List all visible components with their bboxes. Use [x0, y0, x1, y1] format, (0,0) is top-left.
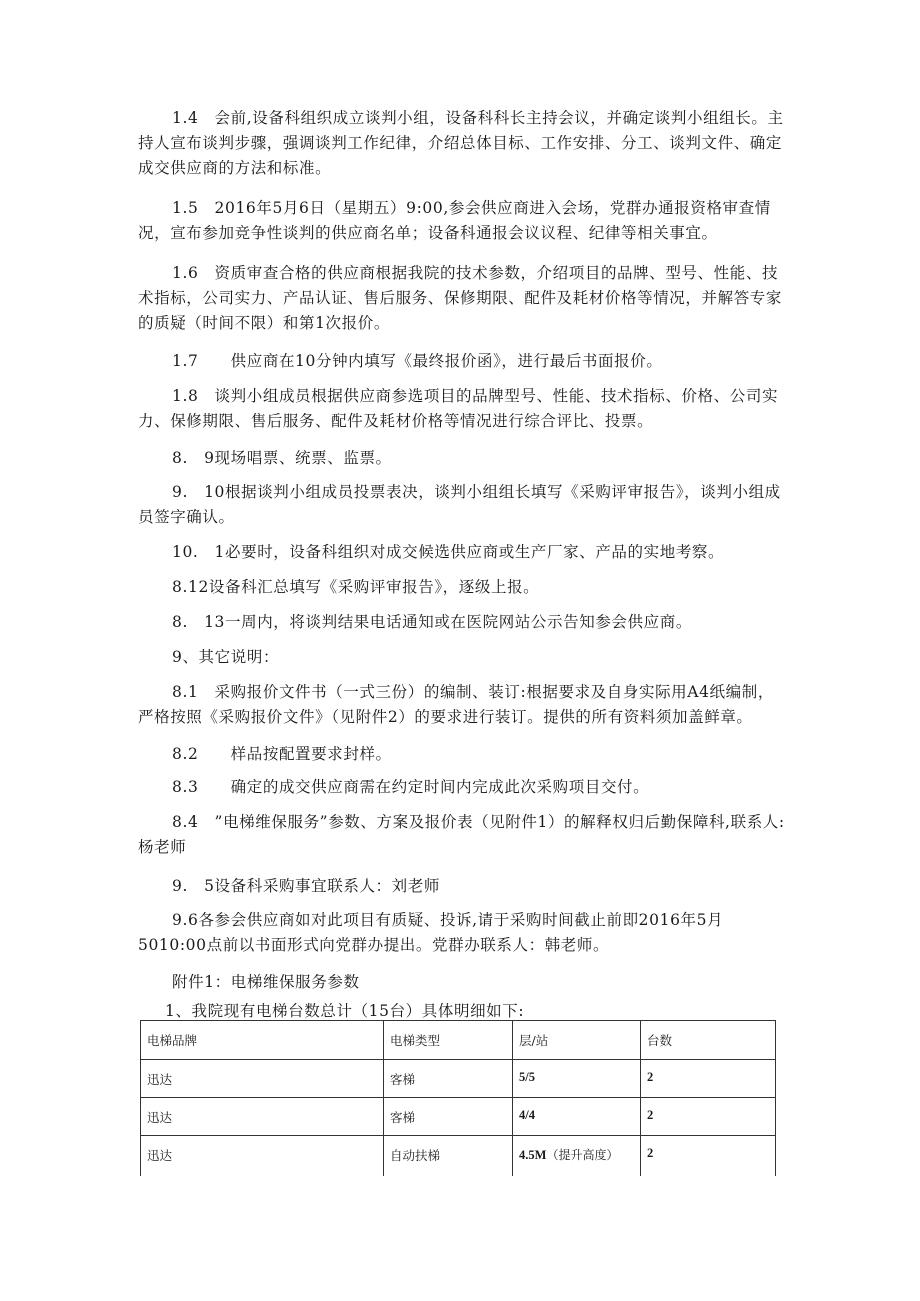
cell-floors: 5/5: [513, 1060, 641, 1098]
paragraph-8-1: 8.1 采购报价文件书（一式三份）的编制、装订:根据要求及自身实际用A4纸编制，严格按照《采购报价文件》（见附件2）的要求进行装订。提供的所有资料须加盖鲜章。: [138, 683, 774, 726]
paragraph-10-1: 10. 1必要时，设备科组织对成交候选供应商或生产厂家、产品的实地考察。: [172, 543, 725, 561]
paragraph-1-7: 1.7 供应商在10分钟内填写《最终报价函》，进行最后书面报价。: [172, 352, 663, 370]
paragraph-9-5: 9. 5设备科采购事宜联系人：刘老师: [172, 877, 440, 895]
header-brand: 电梯品牌: [141, 1021, 384, 1060]
cell-floors: 4/4: [513, 1098, 641, 1136]
paragraph-8-12: 8.12设备科汇总填写《采购评审报告》，逐级上报。: [172, 578, 540, 596]
paragraph-1-6: 1.6 资质审查合格的供应商根据我院的技术参数，介绍项目的品牌、型号、性能、技术指标，公司实力、产品认证、售后服务、保修期限、配件及耗材价格等情况，并解答专家的质疑（时间不限）和第1次报价。: [138, 264, 783, 332]
floors-value: 4.5M: [519, 1148, 547, 1162]
cell-type: 客梯: [384, 1060, 513, 1098]
section-other-notes: 9、其它说明：: [172, 648, 280, 666]
paragraph-1-4: 1.4 会前,设备科组织成立谈判小组，设备科科长主持会议，并确定谈判小组组长。主持人宣布谈判步骤，强调谈判工作纪律，介绍总体目标、工作安排、分工、谈判文件、确定成交供应商的方法和标准。: [138, 109, 784, 177]
cell-type: 客梯: [384, 1098, 513, 1136]
paragraph-8-13: 8. 13一周内，将谈判结果电话通知或在医院网站公示告知参会供应商。: [172, 613, 692, 631]
floors-note: （提升高度）: [546, 1148, 619, 1162]
table-row: [141, 1136, 776, 1177]
table-row: [141, 1060, 776, 1098]
table-intro: 1、我院现有电梯台数总计（15台）具体明细如下:: [165, 1002, 525, 1020]
table-header-row: [141, 1021, 776, 1060]
attachment-title: 附件1：电梯维保服务参数: [172, 973, 360, 991]
cell-brand: 迅达: [141, 1136, 384, 1177]
paragraph-9-6: 9.6各参会供应商如对此项目有质疑、投诉,请于采购时间截止前即2016年5月5010:00点前以书面形式向党群办提出。党群办联系人：韩老师。: [138, 911, 724, 954]
header-floors: 层/站: [513, 1021, 641, 1060]
header-count: 台数: [641, 1021, 776, 1060]
cell-floors: [513, 1136, 641, 1177]
cell-count: 2: [641, 1098, 776, 1136]
paragraph-8-2: 8.2 样品按配置要求封样。: [172, 745, 392, 763]
paragraph-9-10: 9. 10根据谈判小组成员投票表决，谈判小组组长填写《采购评审报告》，谈判小组成员签字确认。: [138, 483, 781, 526]
cell-count: 2: [641, 1060, 776, 1098]
cell-type: 自动扶梯: [384, 1136, 513, 1177]
paragraph-1-8: 1.8 谈判小组成员根据供应商参选项目的品牌型号、性能、技术指标、价格、公司实力、保修期限、售后服务、配件及耗材价格等情况进行综合评比、投票。: [138, 387, 779, 430]
paragraph-1-5: 1.5 2016年5月6日（星期五）9:00,参会供应商进入会场，党群办通报资格审查情况，宣布参加竞争性谈判的供应商名单；设备科通报会议议程、纪律等相关事宜。: [138, 199, 771, 242]
elevator-table: [140, 1020, 776, 1176]
paragraph-8-4: 8.4 ”电梯维保服务”参数、方案及报价表（见附件1）的解释权归后勤保障科,联系人:杨老师: [138, 813, 785, 856]
cell-brand: 迅达: [141, 1060, 384, 1098]
cell-brand: 迅达: [141, 1098, 384, 1136]
table-row: [141, 1098, 776, 1136]
header-type: 电梯类型: [384, 1021, 513, 1060]
cell-count: 2: [641, 1136, 776, 1177]
paragraph-8-3: 8.3 确定的成交供应商需在约定时间内完成此次采购项目交付。: [172, 778, 650, 796]
paragraph-8-9: 8. 9现场唱票、统票、监票。: [172, 449, 392, 467]
